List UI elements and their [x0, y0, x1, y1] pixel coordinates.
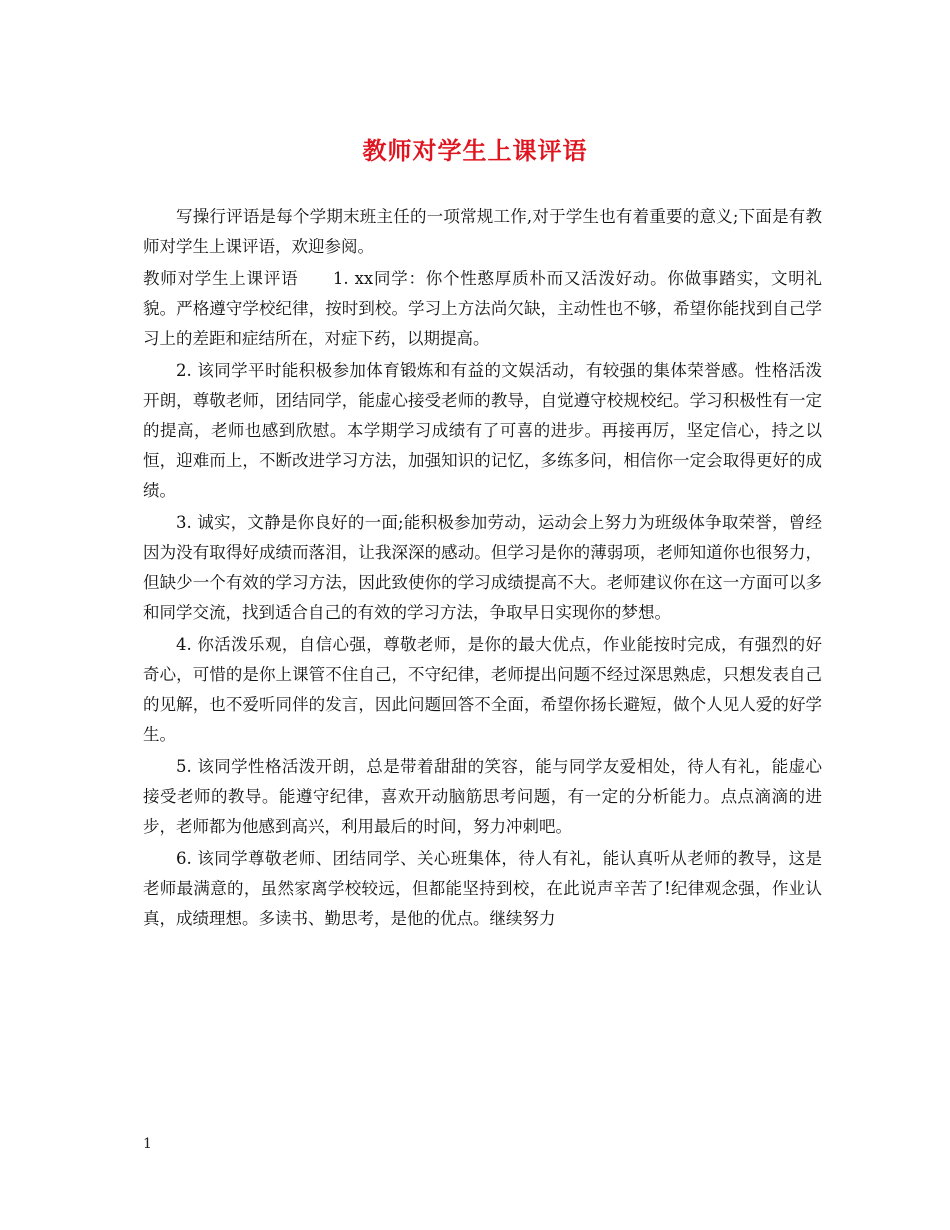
paragraph-comment-5: 5. 该同学性格活泼开朗，总是带着甜甜的笑容，能与同学友爱相处，待人有礼，能虚心接受老师的教导。能遵守纪律，喜欢开动脑筋思考问题，有一定的分析能力。点点滴滴的进步，老师都为他感到高兴，利用最后的时间，努力冲刺吧。 [143, 757, 822, 836]
paragraph-comment-6: 6. 该同学尊敬老师、团结同学、关心班集体，待人有礼，能认真听从老师的教导，这是老师最满意的，虽然家离学校较远，但都能坚持到校，在此说声辛苦了!纪律观念强，作业认真，成绩理想。多读书、勤思考，是他的优点。继续努力 [143, 849, 822, 928]
paragraph-comment-4: 4. 你活泼乐观，自信心强，尊敬老师，是你的最大优点，作业能按时完成，有强烈的好奇心，可惜的是你上课管不住自己，不守纪律，老师提出问题不经过深思熟虑，只想发表自己的见解，也不爱听同伴的发言，因此问题回答不全面，希望你扬长避短，做个人见人爱的好学生。 [143, 635, 822, 744]
document-body [143, 202, 822, 936]
paragraph-comment-3: 3. 诚实，文静是你良好的一面;能积极参加劳动，运动会上努力为班级体争取荣誉，曾经因为没有取得好成绩而落泪，让我深深的感动。但学习是你的薄弱项，老师知道你也很努力，但缺少一个有效的学习方法，因此致使你的学习成绩提高不大。老师建议你在这一方面可以多和同学交流，找到适合自己的有效的学习方法，争取早日实现你的梦想。 [143, 513, 822, 622]
page-number: 1 [143, 1136, 152, 1152]
document-title: 教师对学生上课评语 [362, 136, 588, 165]
paragraph-intro: 写操行评语是每个学期末班主任的一项常规工作,对于学生也有着重要的意义;下面是有教师对学生上课评语，欢迎参阅。 [143, 207, 822, 256]
paragraph-comment-1: 教师对学生上课评语 1. xx同学：你个性憨厚质朴而又活泼好动。你做事踏实，文明礼貌。严格遵守学校纪律，按时到校。学习上方法尚欠缺，主动性也不够，希望你能找到自己学习上的差距和症结所在，对症下药，以期提高。 [143, 269, 822, 348]
paragraph-comment-2: 2. 该同学平时能积极参加体育锻炼和有益的文娱活动，有较强的集体荣誉感。性格活泼开朗，尊敬老师，团结同学，能虚心接受老师的教导，自觉遵守校规校纪。学习积极性有一定的提高，老师也感到欣慰。本学期学习成绩有了可喜的进步。再接再厉，坚定信心，持之以恒，迎难而上，不断改进学习方法，加强知识的记忆，多练多问，相信你一定会取得更好的成绩。 [143, 361, 822, 500]
